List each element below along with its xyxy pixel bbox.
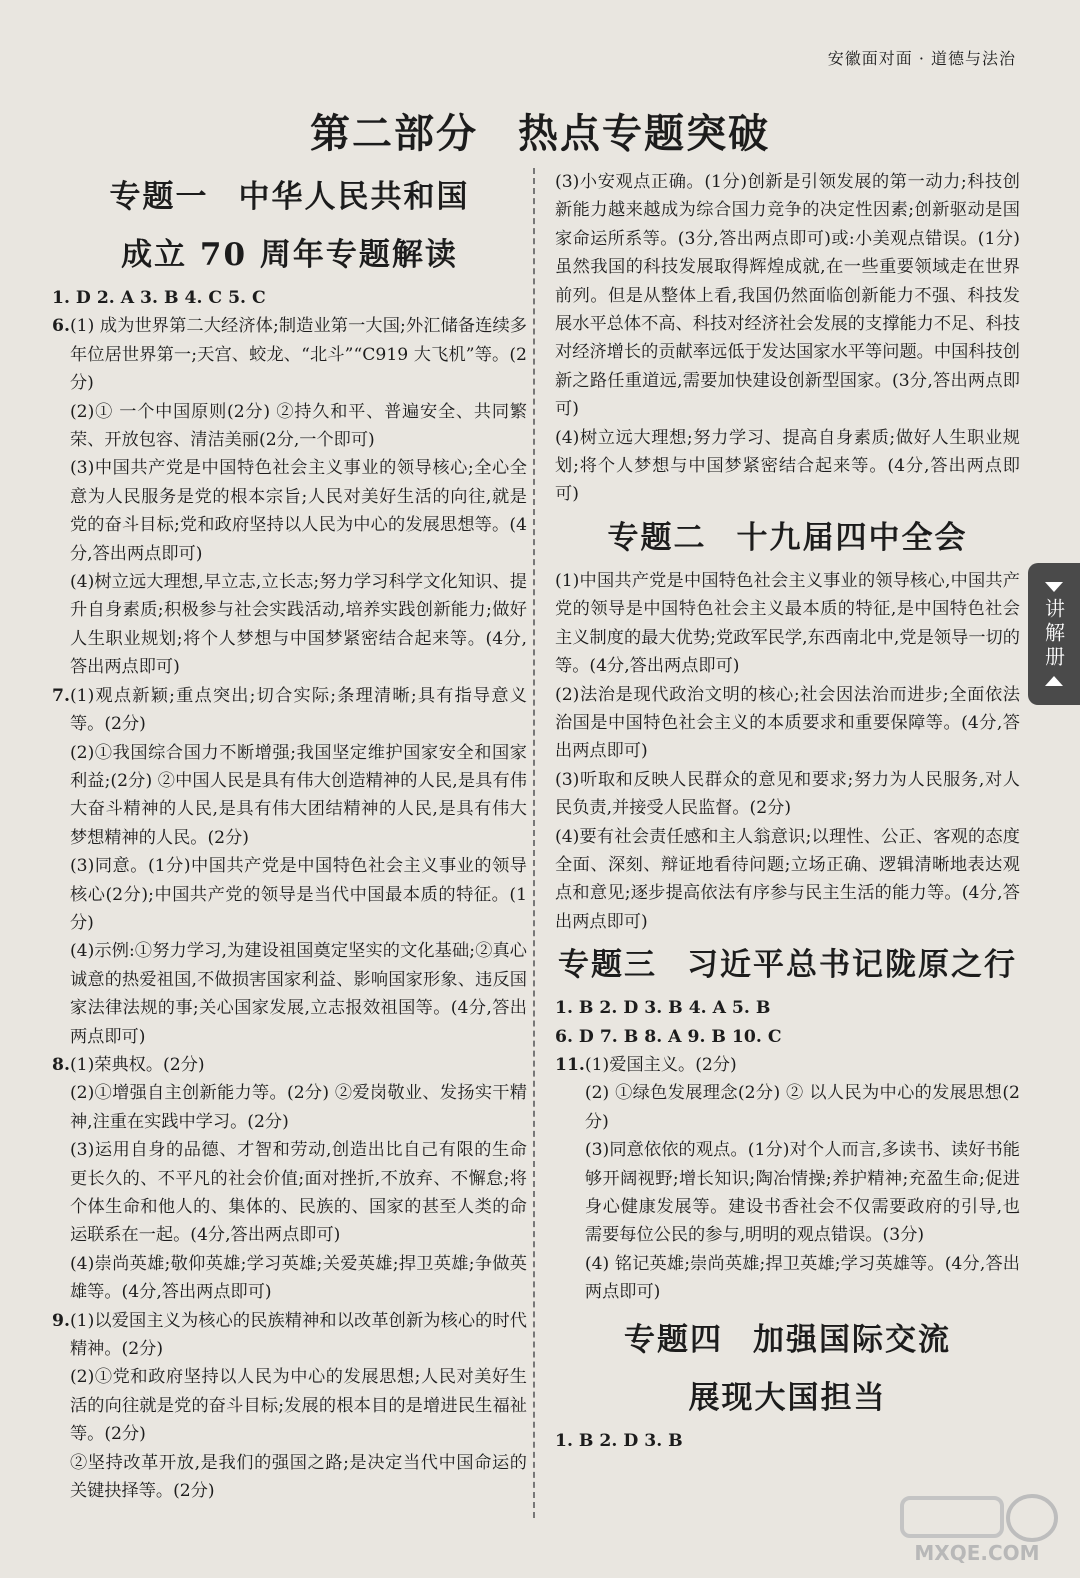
watermark-text: MXQE.COM	[914, 1541, 1040, 1565]
topic2-label: 专题二	[607, 519, 707, 556]
running-header: 安徽面对面 · 道德与法治	[827, 49, 1016, 68]
q8-part3: (3)运用自身的品德、才智和劳动,创造出比自己有限的生命更长久的、不平凡的社会价值;面对挫折,不放弃、不懈怠;将个体生命和他人的、集体的、民族的、国家的甚至人类的命运联系在一起。(4分,答出两点即可)	[69, 1140, 527, 1246]
topic3-heading	[555, 936, 1020, 994]
topic2-heading	[555, 509, 1020, 567]
q11-part2: (2) ①绿色发展理念(2分) ② 以人民为中心的发展思想(2分)	[584, 1083, 1020, 1132]
q7-part1: (1)观点新颖;重点突出;切合实际;条理清晰;具有指导意义等。(2分)	[69, 685, 527, 735]
topic2-part4: (4)要有社会责任感和主人翁意识;以理性、公正、客观的态度全面、深刻、辩证地看待问题;立场正确、逻辑清晰地表达观点和意见;逐步提高依法有序参与民主生活的能力等。(4分,答出两点即可)	[555, 826, 1020, 932]
q7-part3: (3)同意。(1分)中国共产党是中国特色社会主义事业的领导核心(2分);中国共产党的领导是当代中国最本质的特征。(1分)	[69, 856, 527, 933]
topic3-title: 习近平总书记陇原之行	[687, 947, 1017, 984]
part-title-text: 热点专题突破	[518, 110, 770, 157]
q6-part2: (2)① 一个中国原则(2分) ②持久和平、普遍安全、共同繁荣、开放包容、清洁美丽(2分,一个即可)	[69, 401, 527, 451]
q11-part1: (1)爱国主义。(2分)	[584, 1054, 737, 1075]
part-title	[0, 102, 1080, 159]
question-7	[52, 682, 527, 1051]
topic4-heading-line2: 展现大国担当	[688, 1379, 887, 1416]
topic4-label: 专题四	[624, 1321, 723, 1358]
q7-part4: (4)示例:①努力学习,为建设祖国奠定坚实的文化基础;②真心诚意的热爱祖国,不做损害国家利益、影响国家形象、违反国家法律法规的事;关心国家发展,立志报效祖国等。(4分,答出两点即可)	[69, 941, 527, 1047]
left-column	[52, 168, 527, 1505]
topic2-part1: (1)中国共产党是中国特色社会主义事业的领导核心,中国共产党的领导是中国特色社会主义最本质的特征,是中国特色社会主义制度的最大优势;党政军民学,东西南北中,党是领导一切的等。(4分,答出两点即可)	[555, 570, 1020, 677]
column-divider	[533, 168, 535, 1518]
question-11-number: 11.	[555, 1054, 585, 1075]
q6-part3: (3)中国共产党是中国特色社会主义事业的领导核心;全心全意为人民服务是党的根本宗旨;人民对美好生活的向往,就是党的奋斗目标;党和政府坚持以人民为中心的发展思想等。(4分,答出两点即可)	[69, 458, 527, 564]
side-tab-label: 讲解册	[1041, 598, 1066, 670]
question-7-number: 7.	[52, 685, 70, 706]
topic2-title: 十九届四中全会	[736, 519, 968, 556]
cont-part3: (3)小安观点正确。(1分)创新是引领发展的第一动力;科技创新能力越来越成为综合国力竞争的决定性因素;创新驱动是国家命运所系等。(3分,答出两点即可)或:小美观点错误。(1分)虽然我国的科技发展取得辉煌成就,在一些重要领域走在世界前列。但是从整体上看,我国仍然面临创新能力不强、科技发展水平总体不高、科技对经济社会发展的支撑能力不足、科技对经济增长的贡献率远低于发达国家水平等问题。中国科技创新之路任重道远,需要加快建设创新型国家。(3分,答出两点即可)	[555, 172, 1020, 420]
topic1-title: 中华人民共和国	[238, 179, 470, 215]
topic1-label: 专题一	[109, 179, 209, 215]
q6-part1: (1) 成为世界第二大经济体;制造业第一大国;外汇储备连续多年位居世界第一;天宫、蛟龙、“北斗”“C919 大飞机”等。(2分)	[69, 316, 527, 394]
topic1-choice-answers: 1. D 2. A 3. B 4. C 5. C	[52, 288, 266, 308]
topic1-heading-line2: 成立 70 周年专题解读	[121, 237, 458, 273]
q9-part2: (2)①党和政府坚持以人民为中心的发展思想;人民对美好生活的向往就是党的奋斗目标;发展的根本目的是增进民生福祉等。(2分)	[69, 1367, 527, 1445]
question-6	[52, 312, 527, 681]
topic2-part3: (3)听取和反映人民群众的意见和要求;努力为人民服务,对人民负责,并接受人民监督。(2分)	[555, 769, 1020, 819]
q8-part4: (4)崇尚英雄;敬仰英雄;学习英雄;关爱英雄;捍卫英雄;争做英雄等。(4分,答出两点即可)	[69, 1253, 527, 1303]
part-title-number: 第二部分	[310, 110, 478, 157]
question-8	[52, 1051, 527, 1307]
topic4-title: 加强国际交流	[753, 1321, 951, 1358]
topic3-choice-answers-2: 6. D 7. B 8. A 9. B 10. C	[555, 1026, 782, 1047]
topic4-heading-line1	[555, 1311, 1020, 1369]
topic2-part2: (2)法治是现代政治文明的核心;社会因法治而进步;全面依法治国是中国特色社会主义的本质要求和重要保障等。(4分,答出两点即可)	[555, 684, 1020, 762]
q6-part4: (4)树立远大理想,早立志,立长志;努力学习科学文化知识、提升自身素质;积极参与社会实践活动,培养实践创新能力;做好人生职业规划;将个人梦想与中国梦紧密结合起来等。(4分,答出两点即可)	[69, 572, 527, 678]
question-8-number: 8.	[52, 1054, 70, 1075]
topic1-heading-line1	[52, 168, 527, 226]
q9-part3: ②坚持改革开放,是我们的强国之路;是决定当代中国命运的关键抉择等。(2分)	[69, 1452, 527, 1502]
watermark-logo	[892, 1488, 1062, 1568]
question-9-number: 9.	[52, 1310, 70, 1331]
topic3-choice-answers-1: 1. B 2. D 3. B 4. A 5. B	[555, 998, 771, 1019]
question-6-number: 6.	[52, 316, 70, 337]
question-9	[52, 1307, 527, 1506]
arrow-down-icon	[1045, 582, 1063, 592]
q9-part1: (1)以爱国主义为核心的民族精神和以改革创新为核心的时代精神。(2分)	[69, 1310, 527, 1360]
q8-part2: (2)①增强自主创新能力等。(2分) ②爱岗敬业、发扬实干精神,注重在实践中学习。(2分)	[69, 1083, 527, 1132]
q8-part1: (1)荣典权。(2分)	[69, 1054, 205, 1075]
cont-part4: (4)树立远大理想;努力学习、提高自身素质;做好人生职业规划;将个人梦想与中国梦紧密结合起来等。(4分,答出两点即可)	[555, 427, 1020, 505]
question-11	[555, 1051, 1020, 1307]
arrow-up-icon	[1045, 676, 1063, 686]
q11-part3: (3)同意依依的观点。(1分)对个人而言,多读书、读好书能够开阔视野;增长知识;陶冶情操;养护精神;充盈生命;促进身心健康发展等。建设书香社会不仅需要政府的引导,也需要每位公民的参与,明明的观点错误。(3分)	[584, 1140, 1020, 1246]
right-column	[555, 168, 1020, 1455]
q11-part4: (4) 铭记英雄;崇尚英雄;捍卫英雄;学习英雄等。(4分,答出两点即可)	[584, 1253, 1020, 1303]
topic3-label: 专题三	[558, 947, 657, 984]
section-side-tab[interactable]	[1028, 563, 1080, 705]
topic4-choice-answers: 1. B 2. D 3. B	[555, 1430, 683, 1451]
q7-part2: (2)①我国综合国力不断增强;我国坚定维护国家安全和国家利益;(2分) ②中国人民是具有伟大创造精神的人民,是具有伟大奋斗精神的人民,是具有伟大团结精神的人民,是具有伟大梦想精神的人民。(2分)	[69, 742, 527, 848]
